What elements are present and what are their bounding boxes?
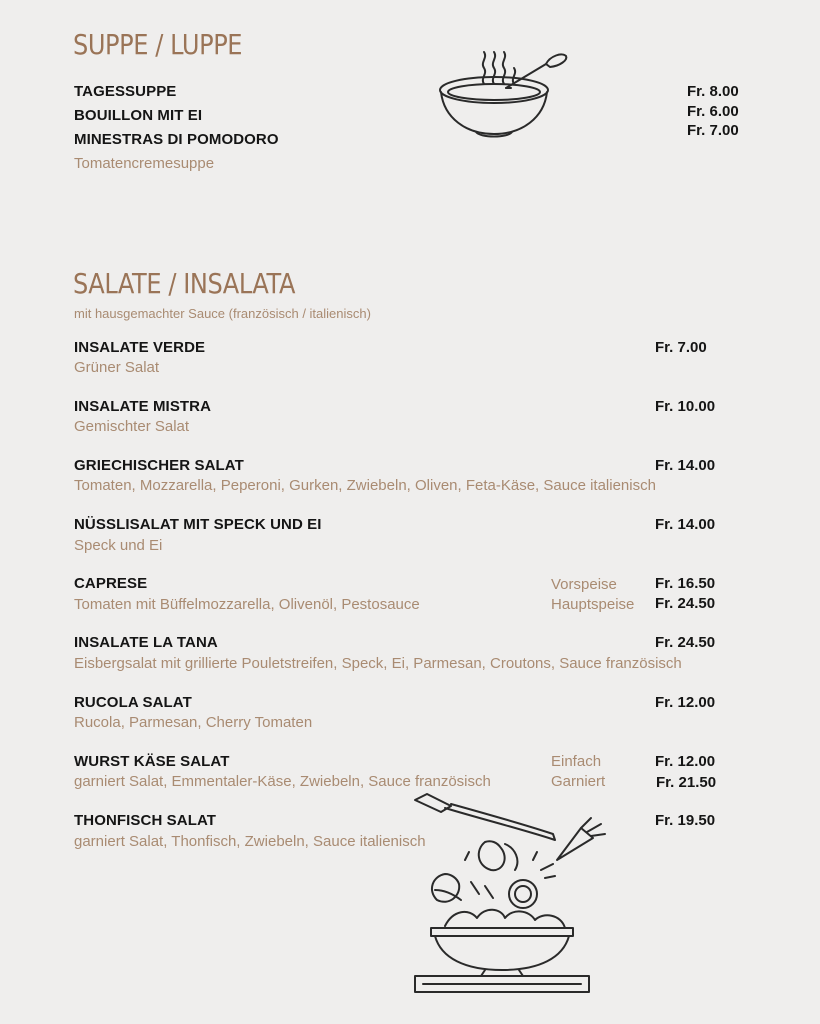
menu-item-price: Fr. 14.00	[655, 516, 716, 533]
menu-item-description: Tomaten mit Büffelmozzarella, Olivenöl, Pestosauce	[74, 596, 420, 613]
menu-item-price: Fr. 24.50	[655, 634, 716, 651]
price-option-label: Hauptspeise	[551, 596, 635, 613]
menu-item-name: CAPRESE	[74, 575, 148, 592]
menu-item-name: BOUILLON MIT EI	[74, 107, 203, 124]
menu-item-price: Fr. 24.50	[655, 595, 716, 612]
menu-item-price: Fr. 16.50	[655, 575, 716, 592]
salad-section-subtitle: mit hausgemachter Sauce (französisch / italienisch)	[74, 306, 371, 321]
menu-item-description: Grüner Salat	[74, 359, 160, 376]
menu-item-price: Fr. 21.50	[656, 774, 717, 791]
menu-item-description: Eisbergsalat mit grillierte Pouletstreifen, Speck, Ei, Parmesan, Croutons, Sauce französisch	[74, 655, 682, 672]
menu-item-price: Fr. 19.50	[655, 812, 716, 829]
menu-item-name: THONFISCH SALAT	[74, 812, 217, 829]
menu-item-name: INSALATE MISTRA	[74, 398, 212, 415]
price-option-label: Vorspeise	[551, 576, 617, 593]
menu-item-description: Tomaten, Mozzarella, Peperoni, Gurken, Zwiebeln, Oliven, Feta-Käse, Sauce italienisch	[74, 477, 656, 494]
price-option-label: Einfach	[551, 753, 602, 770]
menu-item-name: GRIECHISCHER SALAT	[74, 457, 244, 474]
menu-item-description: Tomatencremesuppe	[74, 155, 215, 172]
menu-item-price: Fr. 14.00	[655, 457, 716, 474]
menu-item-price: Fr. 7.00	[687, 122, 739, 139]
menu-item-name: INSALATE VERDE	[74, 339, 206, 356]
menu-item-price: Fr. 6.00	[687, 103, 739, 120]
menu-item-price: Fr. 12.00	[655, 694, 716, 711]
salad-section-title: SALATE / INSALATA	[73, 267, 296, 300]
salad-bowl-knife-icon	[405, 790, 615, 1000]
menu-item-name: TAGESSUPPE	[74, 83, 177, 100]
soup-section-title: SUPPE / LUPPE	[73, 28, 243, 61]
menu-item-name: WURST KÄSE SALAT	[74, 753, 230, 770]
menu-item-name: RUCOLA SALAT	[74, 694, 192, 711]
menu-item-price: Fr. 10.00	[655, 398, 716, 415]
menu-item-description: Gemischter Salat	[74, 418, 190, 435]
menu-item-description: garniert Salat, Thonfisch, Zwiebeln, Sauce italienisch	[74, 833, 426, 850]
menu-item-name: NÜSSLISALAT MIT SPECK UND EI	[74, 516, 322, 533]
menu-item-description: garniert Salat, Emmentaler-Käse, Zwiebeln, Sauce französisch	[74, 773, 491, 790]
price-option-label: Garniert	[551, 773, 606, 790]
menu-item-name: MINESTRAS DI POMODORO	[74, 131, 279, 148]
menu-item-price: Fr. 12.00	[655, 753, 716, 770]
menu-item-price: Fr. 7.00	[655, 339, 707, 356]
menu-item-description: Speck und Ei	[74, 537, 163, 554]
menu-item-price: Fr. 8.00	[687, 83, 739, 100]
menu-item-description: Rucola, Parmesan, Cherry Tomaten	[74, 714, 313, 731]
soup-bowl-icon	[436, 42, 572, 142]
menu-item-name: INSALATE LA TANA	[74, 634, 218, 651]
